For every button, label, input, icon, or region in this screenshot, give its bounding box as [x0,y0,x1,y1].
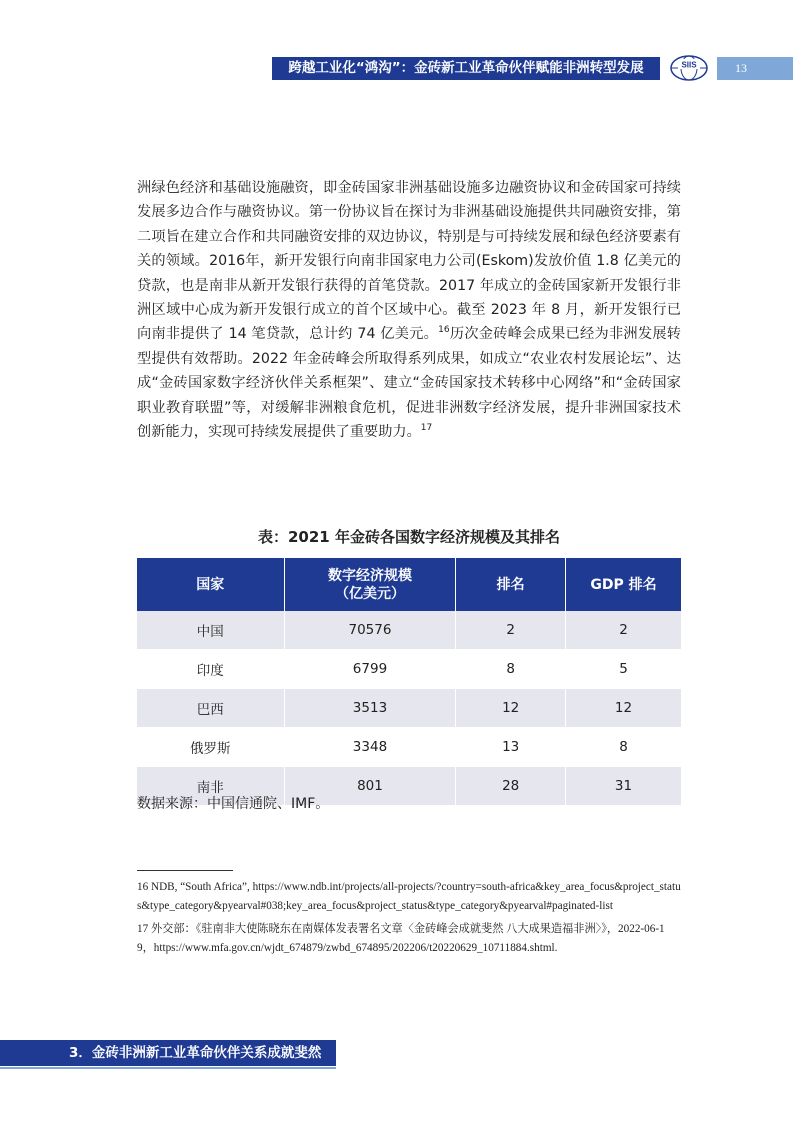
header-country: 国家 [137,558,284,611]
cell-scale: 3513 [284,689,456,728]
cell-country: 印度 [137,650,284,689]
header-rank: 排名 [456,558,566,611]
cell-country: 中国 [137,611,284,650]
table-row [137,728,681,767]
table-row [137,611,681,650]
siis-logo [669,53,709,83]
cell-scale: 3348 [284,728,456,767]
cell-gdp-rank: 2 [566,611,681,650]
cell-rank: 13 [456,728,566,767]
cell-gdp-rank: 31 [566,767,681,806]
running-footer-section: 3．金砖非洲新工业革命伙伴关系成就斐然 [0,1040,336,1066]
cell-country: 巴西 [137,689,284,728]
cell-scale: 801 [284,767,456,806]
table-header-row [137,558,681,611]
footer-accent-line [0,1067,336,1069]
cell-gdp-rank: 8 [566,728,681,767]
table-row [137,689,681,728]
cell-gdp-rank: 12 [566,689,681,728]
logo-text: SIIS [681,60,697,70]
footnote-ref-17[interactable]: 17 [420,423,433,434]
cell-scale: 6799 [284,650,456,689]
body-paragraph [137,176,681,444]
running-header-title: 跨越工业化“鸿沟”：金砖新工业革命伙伴赋能非洲转型发展 [272,57,660,80]
table-title: 表：2021 年金砖各国数字经济规模及其排名 [258,528,560,546]
cell-rank: 2 [456,611,566,650]
cell-rank: 8 [456,650,566,689]
footnote-ref-16[interactable]: 16 [438,325,450,336]
cell-country: 俄罗斯 [137,728,284,767]
page-number: 13 [717,57,793,80]
cell-scale: 70576 [284,611,456,650]
footnotes [137,878,681,962]
cell-country: 南非 [137,767,284,806]
table-row [137,650,681,689]
cell-rank: 12 [456,689,566,728]
paragraph-part-1: 洲绿色经济和基础设施融资，即金砖国家非洲基础设施多边融资协议和金砖国家可持续发展多边合作与融资协议。第一份协议旨在探讨为非洲基础设施提供共同融资安排，第二项旨在建立合作和共同融资安排的双边协议，特别是与可持续发展和绿色经济要素有关的领域。2016年，新开发银行向南非国家电力公司(Eskom)发放价值 1.8 亿美元的贷款，也是南非从新开发银行获得的首笔贷款。2017 年成立的金砖国家新开发银行非洲区域中心成为新开发银行成立的首个区域中心。截至 2023 年 8 月，新开发银行已向南非提供了 14 笔贷款，总计约 74 亿美元。 [137,180,681,343]
data-source: 数据来源：中国信通院、IMF。 [137,796,330,812]
header-gdp-rank: GDP 排名 [566,558,681,611]
digital-economy-table [137,558,681,806]
footnote-divider [137,870,233,871]
cell-gdp-rank: 5 [566,650,681,689]
header-digital-economy: 数字经济规模 （亿美元） [284,558,456,611]
cell-rank: 28 [456,767,566,806]
footnote-17[interactable]: 17 外交部：《驻南非大使陈晓东在南媒体发表署名文章〈金砖峰会成就斐然 八大成果造福非洲〉》，2022-06-19，https://www.mfa.gov.cn/wjdt_674879/zwbd_674895/202206/t20220629_10711884.shtml. [137,923,665,954]
paragraph-part-2: 历次金砖峰会成果已经为非洲发展转型提供有效帮助。2022 年金砖峰会所取得系列成果，如成立“农业农村发展论坛”、达成“金砖国家数字经济伙伴关系框架”、建立“金砖国家技术转移中心网络”和“金砖国家职业教育联盟”等，对缓解非洲粮食危机，促进非洲数字经济发展，提升非洲国家技术创新能力，实现可持续发展提供了重要助力。 [137,326,681,441]
footnote-16[interactable]: 16 NDB, “South Africa”, https://www.ndb.int/projects/all-projects/?country=south-africa&key_area_focus&project_status&type_category&pyearval#038;key_area_focus&project_status&type_category&pyearval#paginated-list [137,881,681,912]
